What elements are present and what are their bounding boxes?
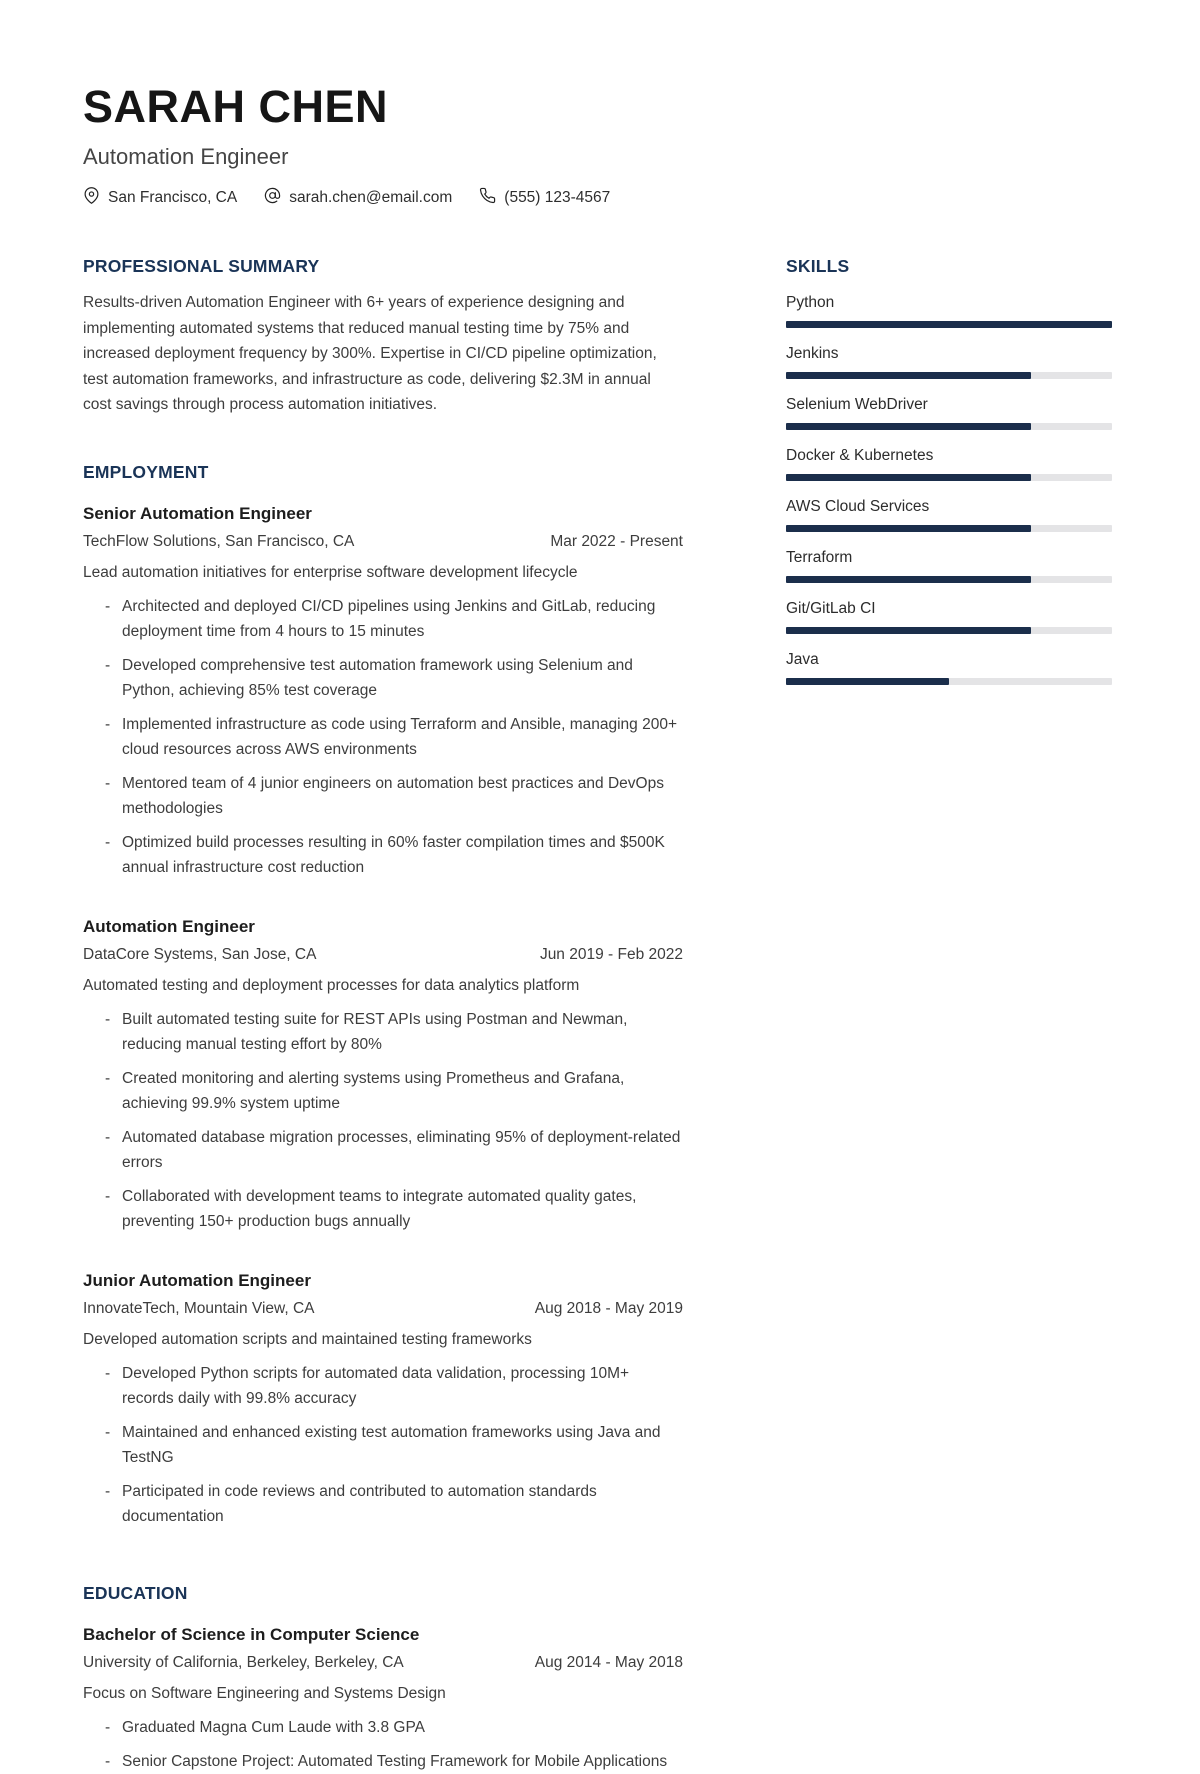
- skill-item: [786, 396, 1112, 430]
- education-section: [83, 1583, 683, 1774]
- job-bullets: [83, 1361, 683, 1529]
- skill-bar-track: [786, 321, 1112, 328]
- job-bullet: - Maintained and enhanced existing test automation frameworks using Java and TestNG: [83, 1420, 683, 1470]
- phone-icon: [479, 187, 496, 209]
- person-role: Automation Engineer: [83, 144, 289, 169]
- job-dates: Jun 2019 - Feb 2022: [539, 945, 683, 963]
- skill-bar-track: [786, 474, 1112, 481]
- skill-item: [786, 549, 1112, 583]
- job-bullet: - Built automated testing suite for REST APIs using Postman and Newman, reducing manual testing effort by 80%: [83, 1007, 683, 1057]
- job-bullet: - Created monitoring and alerting systems using Prometheus and Grafana, achieving 99.9% system uptime: [83, 1066, 683, 1116]
- contact-location-text: San Francisco, CA: [108, 189, 238, 206]
- skill-name: Jenkins: [786, 345, 839, 362]
- skill-bar-track: [786, 576, 1112, 583]
- location-pin-icon: [83, 187, 100, 209]
- skill-item: [786, 600, 1112, 634]
- job-bullet: - Architected and deployed CI/CD pipelines using Jenkins and GitLab, reducing deployment time from 4 hours to 15 minutes: [83, 594, 683, 644]
- skill-item: [786, 498, 1112, 532]
- job-company: InnovateTech, Mountain View, CA: [83, 1299, 315, 1317]
- skill-name: Java: [786, 651, 819, 668]
- skill-item: [786, 651, 1112, 685]
- skill-item: [786, 294, 1112, 328]
- contact-email: [264, 187, 452, 209]
- job-meta: [83, 1300, 683, 1318]
- employment-heading: EMPLOYMENT: [83, 461, 209, 482]
- job-lead: Developed automation scripts and maintained testing frameworks: [83, 1330, 532, 1348]
- skill-bar-track: [786, 423, 1112, 430]
- skill-bar-track: [786, 525, 1112, 532]
- job-bullet: - Implemented infrastructure as code using Terraform and Ansible, managing 200+ cloud resources across AWS environments: [83, 712, 683, 762]
- summary-text: Results-driven Automation Engineer with 6+ years of experience designing and implementing automated systems that reduced manual testing time by 75% and increased deployment frequency by 300%. Expertise in CI/CD pipeline optimization, test automation frameworks, and infrastructure as code, delivering $2.3M in annual cost savings through process automation initiatives.: [83, 294, 657, 413]
- job-bullets: [83, 594, 683, 880]
- education-school: University of California, Berkeley, Berkeley, CA: [83, 1653, 404, 1671]
- education-heading: EDUCATION: [83, 1582, 188, 1603]
- education-bullets: [83, 1715, 683, 1774]
- job-bullet: - Developed comprehensive test automation framework using Selenium and Python, achieving 85% test coverage: [83, 653, 683, 703]
- skill-item: [786, 447, 1112, 481]
- contact-phone: [479, 187, 610, 209]
- job-bullet: - Optimized build processes resulting in 60% faster compilation times and $500K annual infrastructure cost reduction: [83, 830, 683, 880]
- at-icon: [264, 187, 281, 209]
- skill-name: Terraform: [786, 549, 853, 566]
- education-degree: Bachelor of Science in Computer Science: [83, 1624, 420, 1644]
- education-lead: Focus on Software Engineering and Systems Design: [83, 1684, 446, 1702]
- job-meta: [83, 533, 683, 551]
- skill-name: Git/GitLab CI: [786, 600, 876, 617]
- job-dates: Aug 2018 - May 2019: [534, 1299, 683, 1317]
- contact-row: [83, 187, 1112, 209]
- skill-item: [786, 345, 1112, 379]
- job-bullets: [83, 1007, 683, 1234]
- education-meta: [83, 1654, 683, 1672]
- job-lead: Automated testing and deployment processes for data analytics platform: [83, 976, 580, 994]
- contact-location: [83, 187, 237, 209]
- job-bullet: - Participated in code reviews and contributed to automation standards documentation: [83, 1479, 683, 1529]
- skill-name: Docker & Kubernetes: [786, 447, 934, 464]
- job-entry: [83, 504, 683, 880]
- skill-bar-fill: [786, 627, 1031, 634]
- skill-name: AWS Cloud Services: [786, 498, 930, 515]
- skill-bar-fill: [786, 321, 1112, 328]
- skill-bar-track: [786, 627, 1112, 634]
- job-bullet: - Collaborated with development teams to integrate automated quality gates, preventing 150+ production bugs annually: [83, 1184, 683, 1234]
- education-bullet: - Graduated Magna Cum Laude with 3.8 GPA: [83, 1715, 683, 1740]
- education-entry: [83, 1625, 683, 1774]
- job-company: DataCore Systems, San Jose, CA: [83, 945, 317, 963]
- job-meta: [83, 946, 683, 964]
- job-entry: [83, 1271, 683, 1529]
- job-bullet: - Automated database migration processes, eliminating 95% of deployment-related errors: [83, 1125, 683, 1175]
- skills-heading: SKILLS: [786, 256, 850, 276]
- resume-header: [83, 81, 1112, 209]
- employment-section: [83, 462, 683, 1529]
- job-company: TechFlow Solutions, San Francisco, CA: [83, 532, 355, 550]
- job-lead: Lead automation initiatives for enterprise software development lifecycle: [83, 563, 578, 581]
- contact-email-text: sarah.chen@email.com: [289, 189, 453, 206]
- contact-phone-text: (555) 123-4567: [504, 189, 611, 206]
- person-name: SARAH CHEN: [83, 81, 389, 132]
- job-dates: Mar 2022 - Present: [550, 532, 683, 550]
- job-bullet: - Mentored team of 4 junior engineers on automation best practices and DevOps methodologies: [83, 771, 683, 821]
- skill-name: Python: [786, 294, 835, 311]
- skills-sidebar: [786, 256, 1112, 1774]
- skill-bar-fill: [786, 576, 1031, 583]
- skill-bar-track: [786, 678, 1112, 685]
- summary-section: [83, 256, 683, 418]
- skill-bar-fill: [786, 678, 949, 685]
- job-bullet: - Developed Python scripts for automated data validation, processing 10M+ records daily with 99.8% accuracy: [83, 1361, 683, 1411]
- skill-bar-track: [786, 372, 1112, 379]
- skill-bar-fill: [786, 372, 1031, 379]
- job-entry: [83, 917, 683, 1234]
- summary-heading: PROFESSIONAL SUMMARY: [83, 256, 320, 276]
- education-dates: Aug 2014 - May 2018: [534, 1653, 683, 1671]
- skill-bar-fill: [786, 525, 1031, 532]
- main-column: [83, 256, 683, 1774]
- skill-bar-fill: [786, 474, 1031, 481]
- job-title: Junior Automation Engineer: [83, 1270, 311, 1290]
- job-title: Senior Automation Engineer: [83, 503, 312, 523]
- job-title: Automation Engineer: [83, 916, 255, 936]
- education-bullet: - Senior Capstone Project: Automated Testing Framework for Mobile Applications: [83, 1749, 683, 1774]
- skill-name: Selenium WebDriver: [786, 396, 928, 413]
- skill-bar-fill: [786, 423, 1031, 430]
